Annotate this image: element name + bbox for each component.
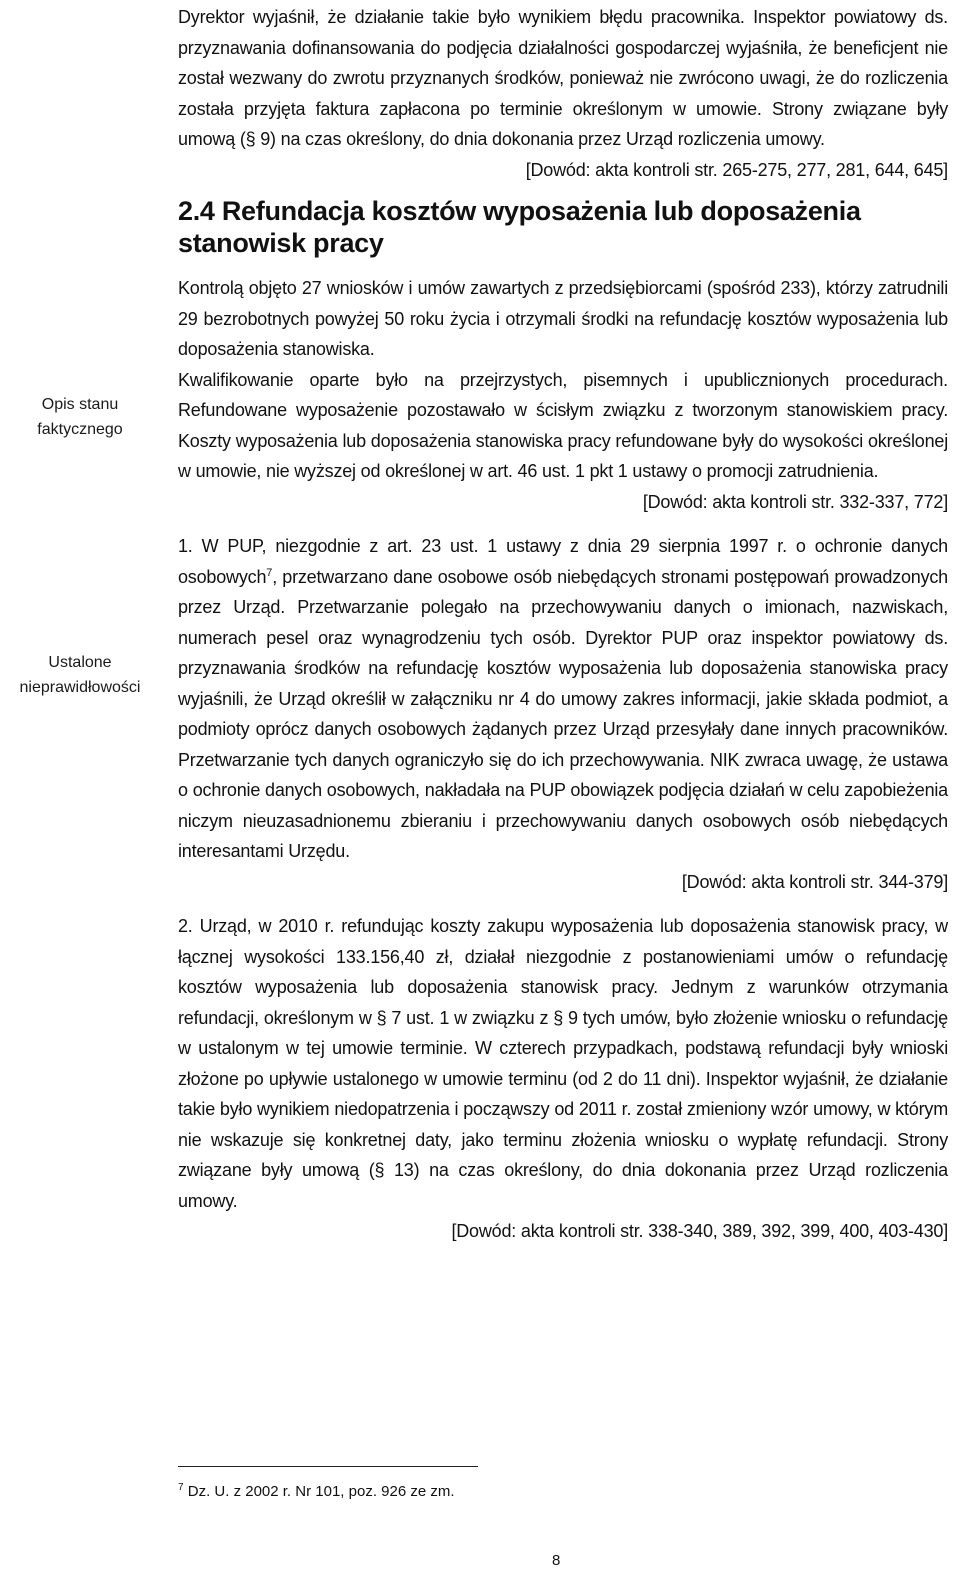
footnote xyxy=(178,1482,455,1502)
evidence-reference: [Dowód: akta kontroli str. 332-337, 772] xyxy=(642,491,948,512)
section-paragraph: Kontrolą objęto 27 wniosków i umów zawartych z przedsiębiorcami (spośród 233), którzy zatrudnili 29 bezrobotnych powyżej 50 roku życia i otrzymali środki na refundację kosztów wyposażenia lub doposażenia stanowiska. xyxy=(178,278,948,359)
evidence-reference: [Dowód: akta kontroli str. 265-275, 277, 281, 644, 645] xyxy=(525,159,948,180)
side-label-line: Ustalone xyxy=(48,654,112,671)
footnote-number: 7 xyxy=(178,1482,184,1493)
side-label-ustalone xyxy=(0,650,160,700)
intro-paragraph: Dyrektor wyjaśnił, że działanie takie było wynikiem błędu pracownika. Inspektor powiatowy ds. przyznawania dofinansowania do podjęcia działalności gospodarczej wyjaśniła, że beneficjent nie został wezwany do zwrotu przyznanych środków, ponieważ nie zwrócono uwagi, że do rozliczenia została przyjęta faktura zapłacona po terminie określonym w umowie. Strony związane były umową (§ 9) na czas określony, do dnia dokonania przez Urząd rozliczenia umowy. xyxy=(178,7,948,149)
side-label-line: Opis stanu xyxy=(41,396,119,413)
side-label-line: faktycznego xyxy=(37,421,123,438)
finding-2-paragraph: 2. Urząd, w 2010 r. refundując koszty zakupu wyposażenia lub doposażenia stanowisk pracy, w łącznej wysokości 133.156,40 zł, działał niezgodnie z postanowieniami umów o refundację kosztów wyposażenia lub doposażenia stanowisk pracy. Jednym z warunków otrzymania refundacji, określonym w § 7 ust. 1 w związku z § 9 tych umów, było złożenie wniosku o refundację w ustalonym w tej umowie terminie. W czterech przypadkach, podstawą refundacji były wnioski złożone po upływie ustalonego w umowie terminu (od 2 do 11 dni). Inspektor wyjaśnił, że działanie takie było wynikiem niedopatrzenia i począwszy od 2011 r. został zmieniony wzór umowy, w którym nie wskazuje się konkretnej daty, jako terminu złożenia wniosku o wypłatę refundacji. Strony związane były umową (§ 13) na czas określony, do dnia dokonania przez Urząd rozliczenia umowy. xyxy=(178,916,948,1211)
evidence-reference: [Dowód: akta kontroli str. 338-340, 389, 392, 399, 400, 403-430] xyxy=(451,1221,948,1241)
main-column xyxy=(178,2,948,1247)
side-label-opis-stanu xyxy=(0,392,160,442)
section-paragraph: Kwalifikowanie oparte było na przejrzystych, pisemnych i upublicznionych procedurach. Refundowane wyposażenie pozostawało w ścisłym związku z tworzonym stanowiskiem pracy. Koszty wyposażenia lub doposażenia stanowiska pracy refundowane były do wysokości określonej w umowie, nie wyższej od określonej w art. 46 ust. 1 pkt 1 ustawy o promocji zatrudnienia. xyxy=(178,369,948,481)
page-number: 8 xyxy=(552,1552,561,1569)
section-heading: 2.4 Refundacja kosztów wyposażenia lub doposażenia stanowisk pracy xyxy=(178,196,861,258)
footnote-marker: 7 xyxy=(266,566,273,579)
evidence-reference: [Dowód: akta kontroli str. 344-379] xyxy=(681,871,948,892)
footnote-text: Dz. U. z 2002 r. Nr 101, poz. 926 ze zm. xyxy=(183,1483,455,1500)
finding-text: , przetwarzano dane osobowe osób niebędących stronami postępowań prowadzonych przez Urząd. Przetwarzanie polegało na przechowywaniu danych o imionach, nazwiskach, numerach pesel oraz wynagrodzeniu tych osób. Dyrektor PUP oraz inspektor powiatowy ds. przyznawania środków na refundację kosztów wyposażenia lub doposażenia stanowiska pracy wyjaśnili, że Urząd określił w załączniku nr 4 do umowy zakres informacji, jakie składa podmiot, a podmioty oprócz danych osobowych żądanych przez Urząd przesyłały dane innych pracowników. Przetwarzanie tych danych ograniczyło się do ich przechowywania. NIK zwraca uwagę, że ustawa o ochronie danych osobowych, nakładała na PUP obowiązek podjęcia działań w celu zapobieżenia niczym nieuzasadnionemu zbieraniu i przechowywaniu danych osobowych osób niebędących interesantami Urzędu. xyxy=(178,566,948,861)
side-label-line: nieprawidłowości xyxy=(19,679,141,696)
finding-text: 1. W PUP, niezgodnie z art. 23 ust. 1 ustawy z dnia 29 sierpnia 1997 r. o ochronie danych osobowych xyxy=(178,536,948,587)
footnote-divider xyxy=(178,1466,478,1467)
finding-1-paragraph xyxy=(178,531,948,867)
